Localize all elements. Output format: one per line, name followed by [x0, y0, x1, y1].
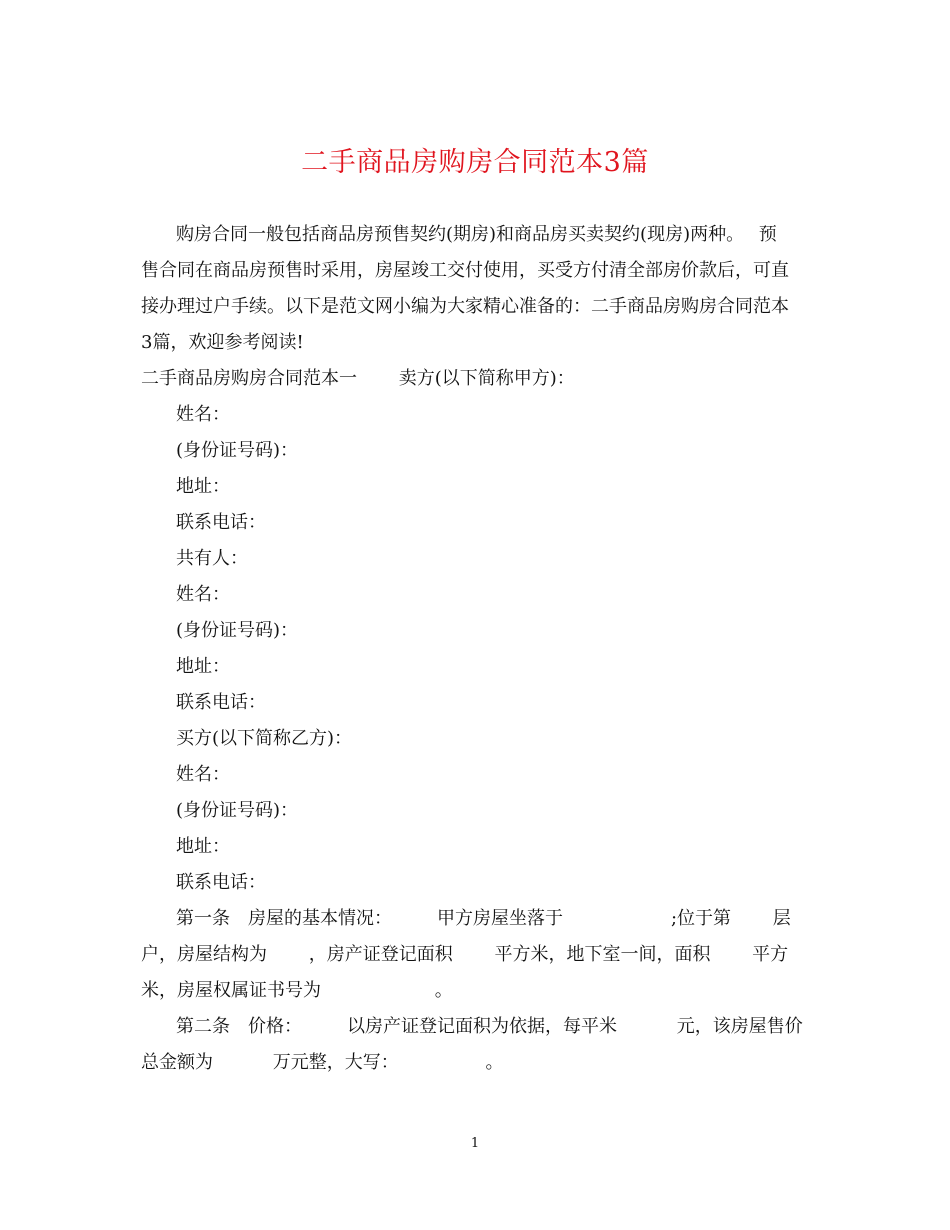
intro-line-3: 接办理过户手续。以下是范文网小编为大家精心准备的：二手商品房购房合同范本 [141, 296, 789, 317]
article-1-line-3: 米，房屋权属证书号为 。 [141, 980, 453, 1001]
buyer-address-label: 地址： [176, 836, 230, 857]
article-2-line-1: 第二条 价格： 以房产证登记面积为依据，每平米 元，该房屋售价 [176, 1016, 803, 1037]
co-owner-address-label: 地址： [176, 656, 230, 677]
seller-name-label: 姓名： [176, 404, 230, 425]
article-2-line-2: 总金额为 万元整，大写： 。 [141, 1052, 504, 1073]
document-title: 二手商品房购房合同范本3篇 [301, 147, 649, 178]
seller-phone-label: 联系电话： [176, 512, 266, 533]
buyer-phone-label: 联系电话： [176, 872, 266, 893]
intro-line-1: 购房合同一般包括商品房预售契约(期房)和商品房买卖契约(现房)两种。 预 [176, 224, 777, 245]
seller-address-label: 地址： [176, 476, 230, 497]
co-owner-label: 共有人： [176, 548, 248, 569]
section-heading: 二手商品房购房合同范本一 卖方(以下简称甲方)： [141, 368, 575, 389]
article-1-line-1: 第一条 房屋的基本情况： 甲方房屋坐落于 ;位于第 层 [176, 908, 791, 929]
page-number: 1 [470, 1136, 480, 1151]
intro-line-2: 售合同在商品房预售时采用，房屋竣工交付使用，买受方付清全部房价款后，可直 [141, 260, 789, 281]
co-owner-id-label: (身份证号码)： [176, 620, 299, 641]
buyer-name-label: 姓名： [176, 764, 230, 785]
buyer-heading: 买方(以下简称乙方)： [176, 728, 353, 749]
co-owner-name-label: 姓名： [176, 584, 230, 605]
intro-line-4: 3篇，欢迎参考阅读! [141, 332, 304, 353]
co-owner-phone-label: 联系电话： [176, 692, 266, 713]
buyer-id-label: (身份证号码)： [176, 800, 299, 821]
seller-id-label: (身份证号码)： [176, 440, 299, 461]
article-1-line-2: 户，房屋结构为 ，房产证登记面积 平方米，地下室一间，面积 平方 [141, 944, 789, 965]
